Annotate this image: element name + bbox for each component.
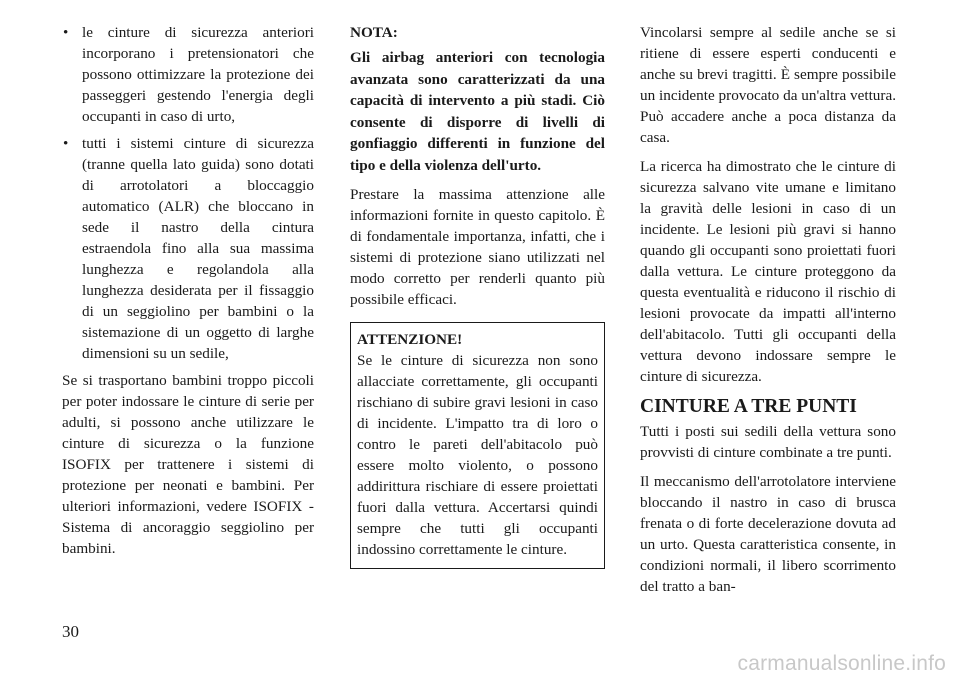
bullet-text: le cinture di sicurezza anteriori incorporano i pretensionatori che possono ottimizzare la protezione dei passeggeri gestendo l'energia degli occupanti in caso di urto, [82,24,314,125]
note-body: Gli airbag anteriori con tecnologia avanzata sono caratterizzati da una capacità di intervento a più stadi. Ciò consente di disporre di livelli di gonfiaggio differenti in funzione del tipo e della violenza dell'urto. [350,49,605,174]
list-item [62,133,314,364]
bullet-icon: • [63,24,69,41]
body-paragraph: Vincolarsi sempre al sedile anche se si ritiene di essere esperti conducenti e anche su brevi tragitti. È sempre possibile un incidente provocato da un'altra vettura. Può accadere anche a poca distanza da casa. [640,24,896,146]
page-number: 30 [62,622,79,641]
warning-body: Se le cinture di sicurezza non sono allacciate correttamente, gli occupanti rischiano di subire gravi lesioni in caso di incidente. L'impatto tra di loro o contro le pareti dell'abitacolo può essere molto violento, o possono addirittura rischiare di essere proiettati fuori dalla vettura. Accertarsi quindi sempre che tutti gli occupanti indossino correttamente le cinture. [357,352,598,558]
text-column-middle [350,22,605,569]
body-paragraph: Prestare la massima attenzione alle informazioni fornite in questo capitolo. È di fondamentale importanza, infatti, che i sistemi di protezione siano utilizzati nel modo corretto per renderli quanto più possibile efficaci. [350,186,605,308]
warning-title: ATTENZIONE! [357,331,463,348]
body-paragraph: La ricerca ha dimostrato che le cinture di sicurezza salvano vite umane e limitano la gravità delle lesioni in caso di un incidente. Le lesioni più gravi si hanno quando gli occupanti sono proiettati fuori dalla vettura. Le cinture proteggono da questa eventualità e riducono il rischio di lesioni provocate da impatti all'interno dell'abitacolo. Tutti gli occupanti della vettura devono indossare sempre le cinture di sicurezza. [640,158,896,385]
bullet-text: tutti i sistemi cinture di sicurezza (tranne quella lato guida) sono dotati di arrotolatori a bloccaggio automatico (ALR) che bloccano in sede il nastro della cintura estraendola fino alla sua massima lunghezza e regolandola alla lunghezza desiderata per il fissaggio di un seggiolino per bambini o la sistemazione di un oggetto di larghe dimensioni su un sedile, [82,135,314,362]
list-item [62,22,314,127]
text-column-right [640,22,896,605]
body-paragraph: Il meccanismo dell'arrotolatore interviene bloccando il nastro in caso di brusca frenata o di forte decelerazione dovuta ad un urto. Questa caratteristica consente, in condizioni normali, il libero scorrimento del tratto a ban- [640,473,896,595]
text-column-left [62,22,314,567]
body-paragraph: Tutti i posti sui sedili della vettura sono provvisti di cinture combinate a tre punti. [640,423,896,461]
bullet-icon: • [63,135,69,152]
warning-box [350,322,605,569]
note-title: NOTA: [350,24,398,41]
watermark: carmanualsonline.info [737,652,946,675]
body-paragraph: Se si trasportano bambini troppo piccoli per poter indossare le cinture di serie per adulti, si possono anche utilizzare le cinture di sicurezza o la funzione ISOFIX per trattenere i sistemi di protezione per neonati e bambini. Per ulteriori informazioni, vedere ISOFIX - Sistema di ancoraggio seggiolino per bambini. [62,372,314,557]
bullet-list [62,22,314,364]
section-heading: CINTURE A TRE PUNTI [640,396,857,417]
